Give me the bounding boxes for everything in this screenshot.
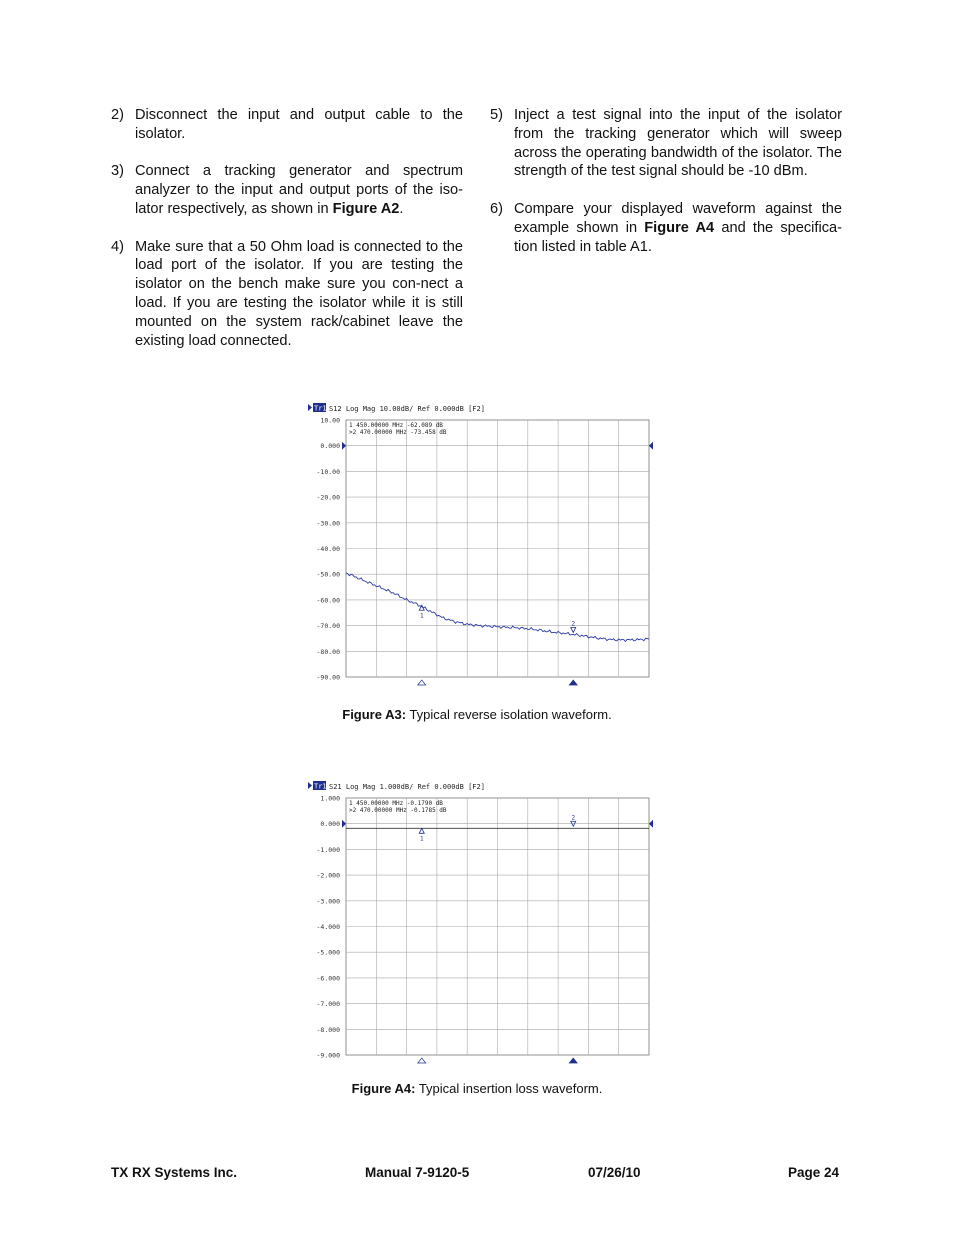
y-tick-label: -6.000	[316, 974, 340, 983]
figure-a3-caption-text: Typical reverse isolation waveform.	[406, 707, 612, 722]
y-tick-label: -5.000	[316, 948, 340, 957]
step-text-run: Disconnect the input and output cable to the isolator.	[135, 107, 463, 142]
marker-readout: 1 450.00000 MHz -62.089 dB	[349, 422, 443, 429]
figure-a4-chart	[300, 778, 660, 1073]
step-text	[514, 200, 842, 256]
stimulus-marker-icon	[569, 1058, 577, 1063]
footer-manual: Manual 7-9120-5	[365, 1165, 470, 1180]
footer-page: Page 24	[788, 1165, 840, 1180]
stimulus-marker-icon	[418, 1058, 426, 1063]
reference-right-icon	[649, 820, 653, 828]
trace-badge-label: Tr1	[314, 404, 327, 413]
instruction-step	[111, 162, 463, 218]
reference-left-icon	[342, 442, 346, 450]
y-tick-label: 10.00	[320, 416, 340, 425]
left-column	[111, 106, 463, 369]
step-text-run: .	[399, 200, 404, 217]
marker-readout: >2 470.00000 MHz -0.1785 dB	[349, 807, 447, 814]
y-tick-label: -20.00	[316, 493, 340, 502]
figure-a3-caption-label: Figure A3:	[342, 707, 407, 722]
chart-svg	[300, 778, 660, 1068]
step-number: 5)	[490, 107, 503, 123]
y-tick-label: -40.00	[316, 545, 340, 553]
figure-a4-caption-text: Typical insertion loss waveform.	[415, 1081, 603, 1096]
y-tick-label: -1.000	[316, 845, 340, 854]
chart-title: S12 Log Mag 10.00dB/ Ref 0.000dB [F2]	[329, 405, 485, 413]
marker-readout: >2 470.00000 MHz -73.458 dB	[349, 429, 447, 436]
figure-a3-chart	[300, 400, 660, 695]
chart-title: S21 Log Mag 1.000dB/ Ref 0.000dB [F2]	[329, 783, 485, 791]
y-tick-label: -80.00	[316, 647, 340, 656]
y-tick-label: -2.000	[316, 871, 340, 880]
y-tick-label: -60.00	[316, 596, 340, 605]
step-text-run: Inject a test signal into the input of the isolator from the tracking generator which will sweep across the operating bandwidth of the isolator. The strength of the test signal should be -10 dBm.	[514, 107, 842, 180]
figure-a3-caption	[0, 707, 954, 722]
y-tick-label: 1.000	[320, 794, 340, 803]
step-text-run: Make sure that a 50 Ohm load is connected to the load port of the isolator. If you are testing the isolator on the bench make sure you con-nect a load. If you are testing the isolator while it is still mounted on the system rack/cabinet leave the existing load connected.	[135, 238, 463, 349]
figure-reference: Figure A4	[644, 219, 715, 236]
marker-label: 2	[571, 814, 576, 822]
marker-readout: 1 450.00000 MHz -0.1790 dB	[349, 800, 443, 807]
marker-label: 1	[419, 612, 424, 620]
instruction-step	[111, 106, 463, 144]
step-text	[135, 162, 463, 218]
trace-active-icon	[308, 782, 312, 789]
step-number: 4)	[111, 238, 124, 255]
y-tick-label: -3.000	[316, 897, 340, 906]
y-tick-label: -8.000	[316, 1025, 340, 1034]
y-tick-label: -70.00	[316, 622, 340, 631]
reference-right-icon	[649, 442, 653, 450]
step-text	[135, 238, 463, 351]
y-tick-label: -10.00	[316, 467, 340, 476]
figure-a4-caption	[0, 1081, 954, 1096]
y-tick-label: -90.00	[316, 673, 340, 682]
step-text	[514, 106, 842, 181]
chart-svg	[300, 400, 660, 690]
footer-company: TX RX Systems Inc.	[111, 1165, 238, 1180]
step-text-run: and the specifica-tion listed in table A1.	[514, 219, 842, 255]
y-tick-label: -7.000	[316, 1000, 340, 1009]
trace-active-icon	[308, 404, 312, 411]
instruction-step	[490, 200, 842, 256]
right-column	[490, 106, 842, 275]
reference-left-icon	[342, 820, 346, 828]
y-tick-label: 0.000	[320, 442, 340, 451]
y-tick-label: -4.000	[316, 923, 340, 931]
step-number: 6)	[490, 200, 503, 217]
step-number: 3)	[111, 163, 124, 180]
stimulus-marker-icon	[418, 680, 426, 685]
y-tick-label: -9.000	[316, 1051, 340, 1060]
y-tick-label: -30.00	[316, 519, 340, 528]
y-tick-label: 0.000	[320, 820, 340, 829]
footer-date: 07/26/10	[588, 1165, 641, 1180]
figure-reference: Figure A2	[332, 200, 400, 217]
stimulus-marker-icon	[569, 680, 577, 685]
trace-badge-label: Tr1	[314, 782, 327, 791]
figure-a4-caption-label: Figure A4:	[351, 1081, 416, 1096]
marker-label: 2	[571, 620, 576, 628]
marker-label: 1	[419, 835, 424, 843]
step-text	[135, 106, 463, 144]
instruction-step	[490, 106, 842, 181]
step-text-run: Connect a tracking generator and spectrum analyzer to the input and output ports of the iso-lator respectively, as shown in	[135, 163, 463, 217]
step-text-run: Compare your displayed waveform against the example shown in	[514, 200, 842, 236]
instruction-step	[111, 238, 463, 351]
y-tick-label: -50.00	[316, 570, 340, 579]
step-number: 2)	[111, 107, 124, 123]
